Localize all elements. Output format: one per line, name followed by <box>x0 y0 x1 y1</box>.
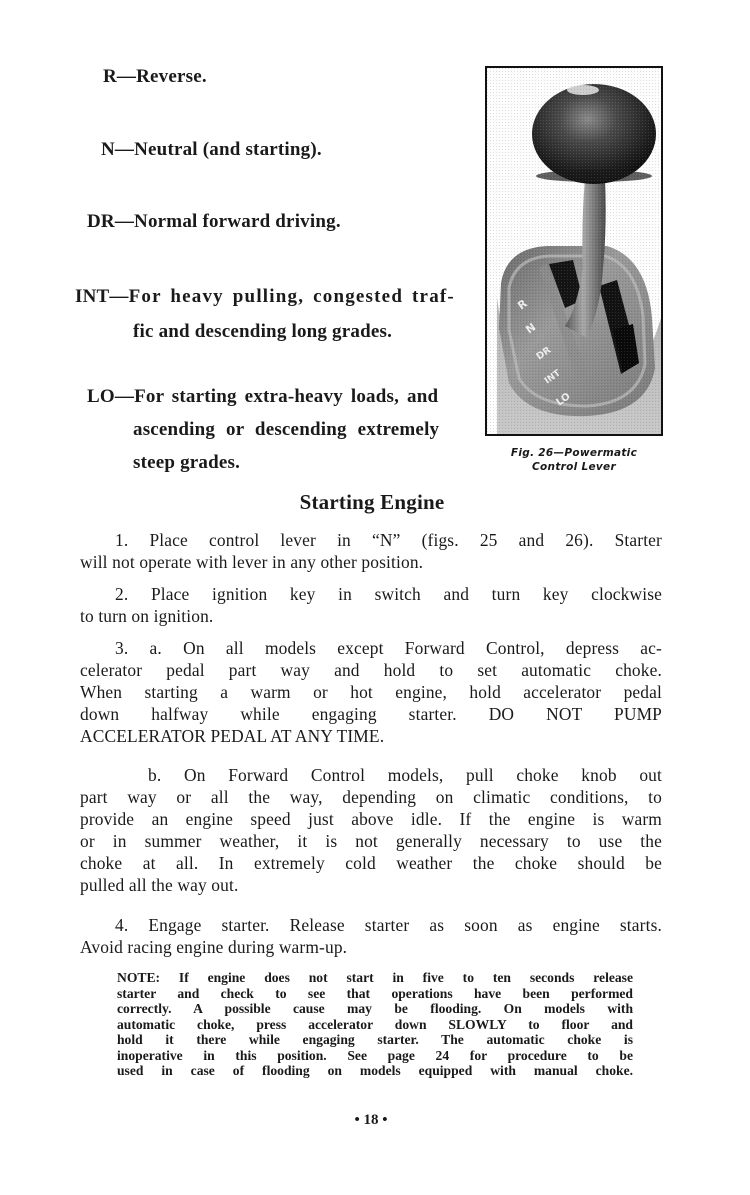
gear-dash: — <box>109 286 129 307</box>
paragraph-line: 2. Place ignition key in switch and turn key clockwise <box>115 584 662 604</box>
step-3b <box>80 764 662 896</box>
figure-caption <box>485 446 663 474</box>
gear-dash: — <box>114 386 135 407</box>
note-line: correctly. A possible cause may be flooding. On models with <box>117 1001 633 1016</box>
gear-description: Reverse. <box>136 66 207 87</box>
gear-code: LO <box>87 386 115 407</box>
gear-description: For starting extra-heavy loads, and <box>134 386 439 407</box>
paragraph-line: 3. a. On all models except Forward Control, depress ac- <box>115 638 662 658</box>
paragraph-line: 4. Engage starter. Release starter as soon as engine starts. <box>115 915 662 935</box>
gear-description-cont: fic and descending long grades. <box>133 321 393 342</box>
note-line: hold it there while engaging starter. The automatic choke is <box>117 1032 633 1047</box>
figure-control-lever <box>485 66 663 436</box>
paragraph-line: Avoid racing engine during warm-up. <box>80 937 348 957</box>
page-number: • 18 • <box>354 1112 388 1128</box>
gear-code: INT <box>75 286 110 307</box>
paragraph-line: b. On Forward Control models, pull choke knob out <box>148 765 662 785</box>
gear-dash: — <box>114 211 135 232</box>
paragraph-line: provide an engine speed just above idle. If the engine is warm <box>80 809 662 829</box>
gear-item-low <box>87 380 439 479</box>
figure-caption-line: Fig. 26—Powermatic <box>510 447 638 459</box>
paragraph-line: ACCELERATOR PEDAL AT ANY TIME. <box>80 726 385 746</box>
gear-description: Normal forward driving. <box>134 211 341 232</box>
note-line: automatic choke, press accelerator down SLOWLY to floor and <box>117 1016 633 1032</box>
step-4 <box>80 914 662 958</box>
gear-dash: — <box>116 66 137 87</box>
gear-code: R <box>103 66 117 87</box>
gear-description: For heavy pulling, congested traf- <box>128 286 455 307</box>
paragraph-line: choke at all. In extremely cold weather the choke should be <box>80 853 662 873</box>
gear-item-neutral <box>101 133 322 167</box>
paragraph-line: pulled all the way out. <box>80 875 239 895</box>
step-2 <box>80 583 662 627</box>
step-3a <box>80 637 662 747</box>
paragraph-line: 1. Place control lever in “N” (figs. 25 and 26). Starter <box>115 530 662 550</box>
paragraph-line: to turn on ignition. <box>80 606 214 626</box>
note-line: inoperative in this position. See page 24 for procedure to be <box>117 1047 633 1063</box>
paragraph-line: will not operate with lever in any other position. <box>80 552 424 572</box>
note-line: starter and check to see that operations have been performed <box>117 985 633 1001</box>
section-title: Starting Engine <box>299 490 445 514</box>
gear-description: Neutral (and starting). <box>134 139 322 160</box>
paragraph-line: down halfway while engaging starter. DO NOT PUMP <box>80 704 662 724</box>
step-1 <box>80 529 662 573</box>
paragraph-line: or in summer weather, it is not generally necessary to use the <box>80 831 662 851</box>
gear-item-intermediate <box>75 279 455 349</box>
figure-caption-line: Control Lever <box>532 461 616 473</box>
gear-dash: — <box>114 139 135 160</box>
gear-description-cont: steep grades. <box>133 452 241 473</box>
note-line: NOTE: If engine does not start in five to ten seconds release <box>117 970 633 985</box>
gear-shift-lever-illustration-icon <box>487 68 661 434</box>
paragraph-line: part way or all the way, depending on climatic conditions, to <box>80 787 662 807</box>
note-line: used in case of flooding on models equipped with manual choke. <box>117 1063 633 1078</box>
gear-code: N <box>101 139 115 160</box>
gear-description-cont: ascending or descending extremely <box>133 419 440 440</box>
gear-item-drive <box>87 205 341 239</box>
paragraph-line: When starting a warm or hot engine, hold accelerator pedal <box>80 682 662 702</box>
gear-item-reverse <box>103 60 207 94</box>
gear-code: DR <box>87 211 115 232</box>
note-block <box>117 970 633 1079</box>
paragraph-line: celerator pedal part way and hold to set automatic choke. <box>80 660 662 680</box>
